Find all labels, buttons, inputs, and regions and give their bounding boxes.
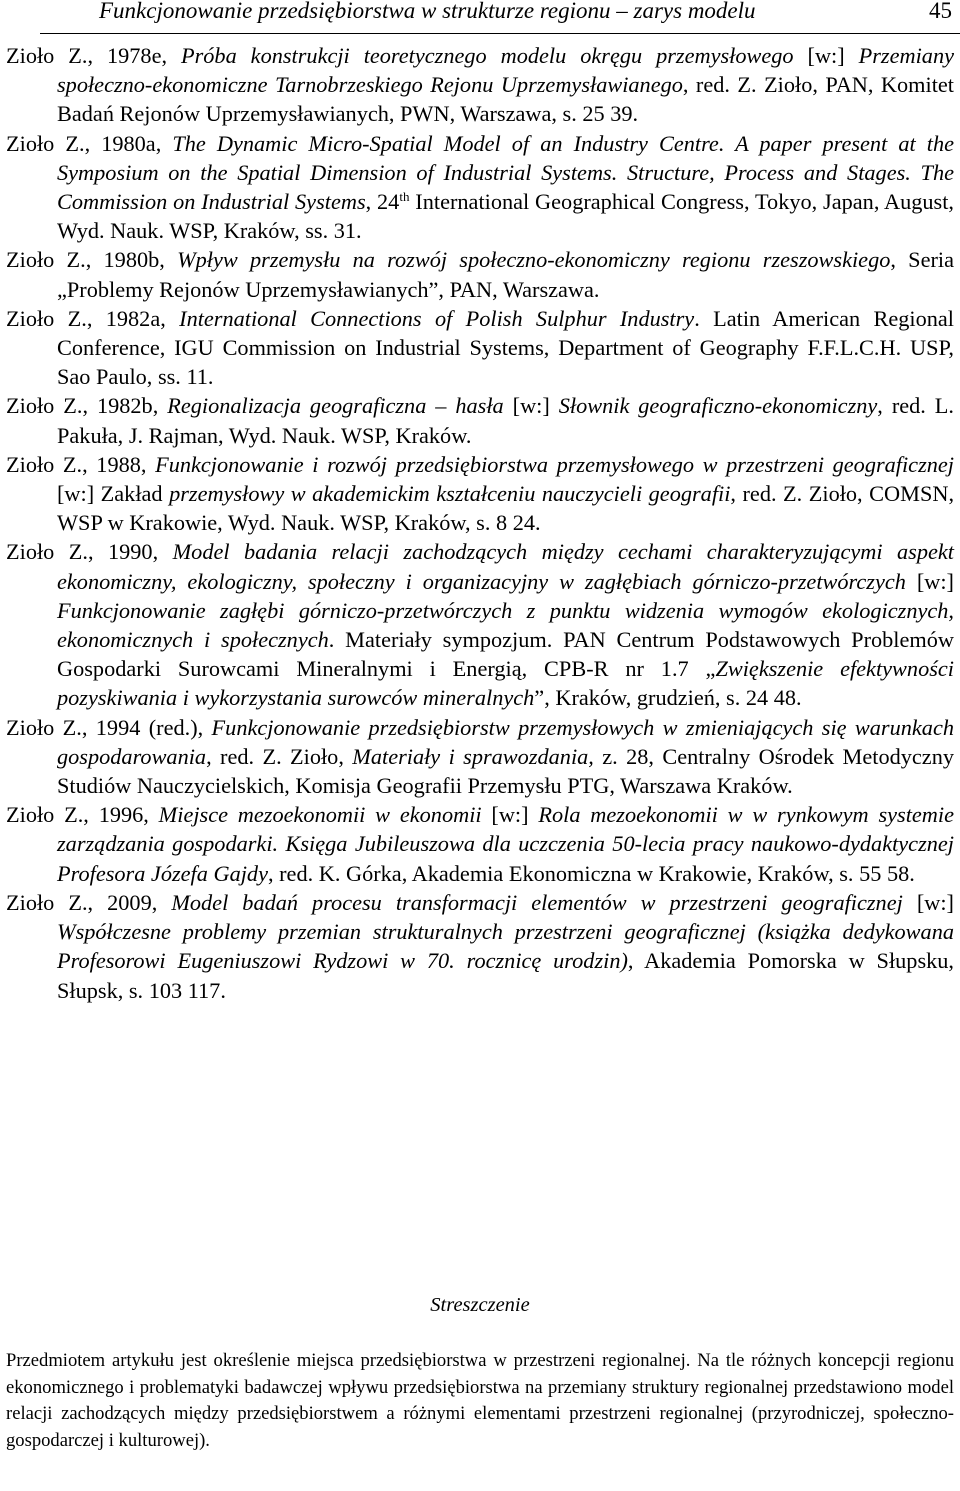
summary-text: Przedmiotem artykułu jest określenie miejsca przedsiębiorstwa w przestrzeni regionalnej. Na tle różnych koncepcji regionu ekonomicznego i problematyki badawczej wpływu przedsiębiorstwa na przemiany struktury regionalnej przedstawiono model relacji zachodzących między przedsiębiorstwem a różnymi elementami przestrzeni regionalnej (przyrodniczej, społeczno-gospodarczej i kulturowej). [6, 1350, 954, 1451]
reference-entry: Zioło Z., 2009, Model badań procesu transformacji elementów w przestrzeni geograficznej [w:] Współczesne problemy przemian strukturalnych przestrzeni geograficznej (książka dedykowana Profesorowi Eugeniuszowi Rydzowi w 70. rocznicę urodzin), Akademia Pomorska w Słupsku, Słupsk, s. 103 117. [6, 889, 954, 1003]
summary-heading: Streszczenie [430, 1294, 530, 1316]
bibliography [6, 41, 954, 1005]
reference-entry: Zioło Z., 1982b, Regionalizacja geograficzna – hasła [w:] Słownik geograficzno-ekonomiczny, red. L. Pakuła, J. Rajman, Wyd. Nauk. WSP, Kraków. [6, 393, 954, 448]
reference-entry: Zioło Z., 1978e, Próba konstrukcji teoretycznego modelu okręgu przemysłowego [w:] Przemiany społeczno-ekonomiczne Tarnobrzeskiego Rejonu Uprzemysławianego, red. Z. Zioło, PAN, Komitet Badań Rejonów Uprzemysławianych, PWN, Warszawa, s. 25 39. [6, 43, 954, 127]
reference-entry: Zioło Z., 1994 (red.), Funkcjonowanie przedsiębiorstw przemysłowych w zmieniających się warunkach gospodarowania, red. Z. Zioło, Materiały i sprawozdania, z. 28, Centralny Ośrodek Metodyczny Studiów Nauczycielskich, Komisja Geografii Przemysłu PTG, Warszawa Kraków. [6, 714, 954, 799]
reference-entry: Zioło Z., 1982a, International Connections of Polish Sulphur Industry. Latin American Regional Conference, IGU Commission on Industrial Systems, Department of Geography F.F.L.C.H. USP, Sao Paulo, ss. 11. [6, 305, 954, 390]
reference-entry: Zioło Z., 1990, Model badania relacji zachodzących między cechami charakteryzującymi aspekt ekonomiczny, ekologiczny, społeczny i organizacyjny w zagłębiach górniczo-przetwórczych [w:] Funkcjonowanie zagłębi górniczo-przetwórczych z punktu widzenia wymogów ekologicznych, ekonomicznych i społecznych. Materiały sympozjum. PAN Centrum Podstawowych Problemów Gospodarki Surowcami Mineralnymi i Energią, CPB-R nr 1.7 „Zwiększenie efektywności pozyskiwania i wykorzystania surowców mineralnych”, Kraków, grudzień, s. 24 48. [6, 539, 954, 711]
reference-entry: Zioło Z., 1980a, The Dynamic Micro-Spatial Model of an Industry Centre. A paper present at the Symposium on the Spatial Dimension of Industrial Systems. Structure, Process and Stages. The Commission on Industrial Systems, 24th International Geographical Congress, Tokyo, Japan, August, Wyd. Nauk. WSP, Kraków, ss. 31. [6, 130, 954, 244]
reference-entry: Zioło Z., 1988, Funkcjonowanie i rozwój przedsiębiorstwa przemysłowego w przestrzeni geograficznej [w:] Zakład przemysłowy w akademickim kształceniu nauczycieli geografii, red. Z. Zioło, COMSN, WSP w Krakowie, Wyd. Nauk. WSP, Kraków, s. 8 24. [6, 451, 955, 536]
reference-entry: Zioło Z., 1980b, Wpływ przemysłu na rozwój społeczno-ekonomiczny regionu rzeszowskiego, Seria „Problemy Rejonów Uprzemysławianych”, PAN, Warszawa. [6, 247, 954, 302]
reference-entry: Zioło Z., 1996, Miejsce mezoekonomii w ekonomii [w:] Rola mezoekonomii w w rynkowym systemie zarządzania gospodarki. Księga Jubileuszowa dla uczczenia 50-lecia pracy naukowo-dydaktycznej Profesora Józefa Gajdy, red. K. Górka, Akademia Ekonomiczna w Krakowie, Kraków, s. 55 58. [6, 802, 955, 886]
running-title: Funkcjonowanie przedsiębiorstwa w strukturze regionu – zarys modelu [99, 0, 756, 23]
running-header [40, 0, 960, 34]
page-number: 45 [929, 0, 952, 23]
